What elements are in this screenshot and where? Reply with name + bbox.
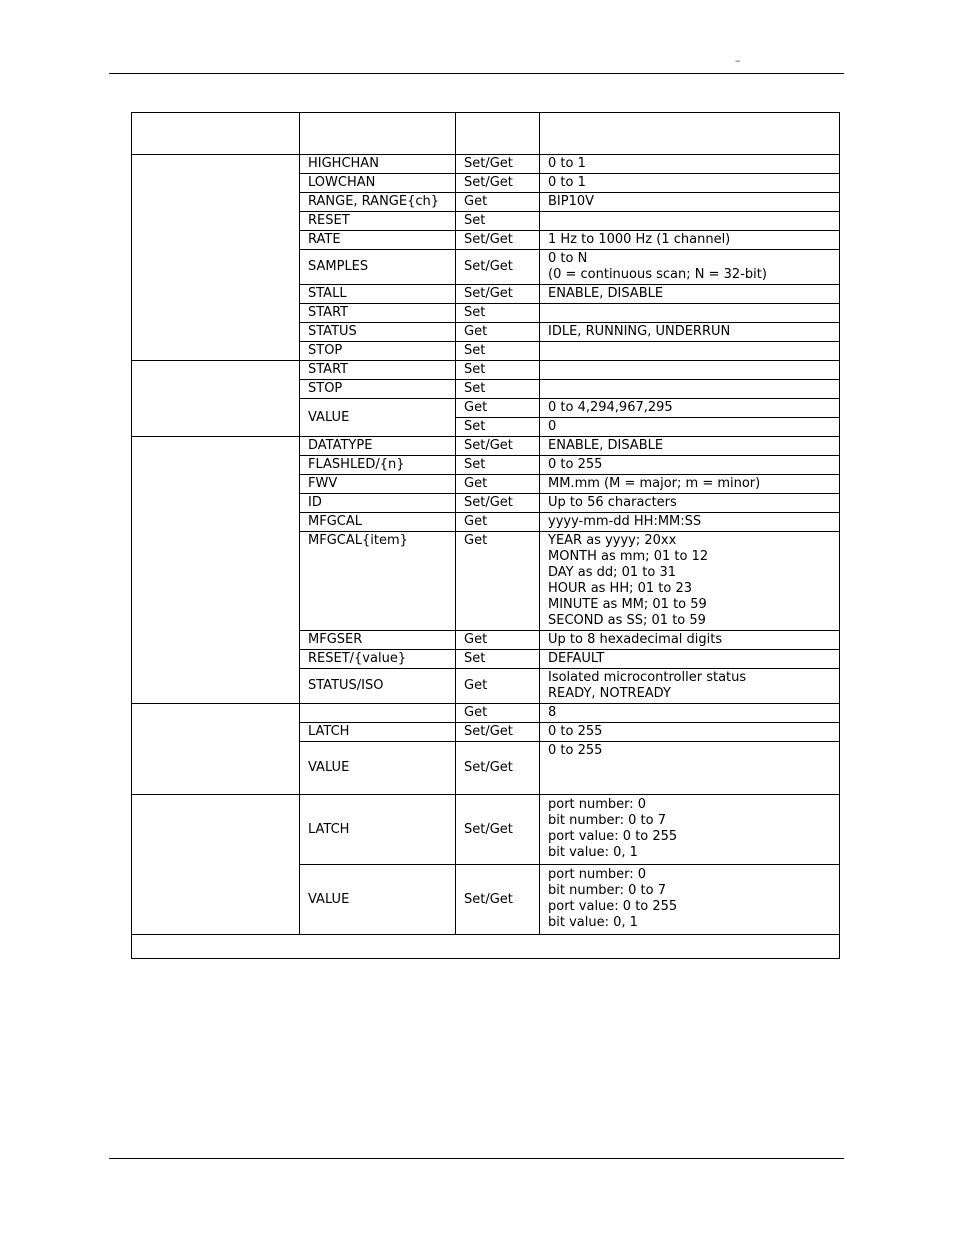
access-cell: Set/Get [456,231,540,250]
value-cell: BIP10V [540,193,840,212]
header-mark: – [735,54,741,67]
access-cell: Set [456,212,540,231]
property-cell: FWV [300,475,456,494]
property-cell: STALL [300,285,456,304]
footer-cell [132,935,840,959]
table-row [132,437,840,456]
property-cell: VALUE [300,865,456,935]
access-cell: Set/Get [456,742,540,795]
property-cell [300,704,456,723]
value-cell: 0 to N (0 = continuous scan; N = 32-bit) [540,250,840,285]
access-cell: Set/Get [456,865,540,935]
property-cell: START [300,304,456,323]
property-cell: ID [300,494,456,513]
table-row [132,704,840,723]
value-cell: 0 to 255 [540,723,840,742]
access-cell: Set/Get [456,723,540,742]
access-cell: Set [456,650,540,669]
footer-rule [109,1158,844,1159]
table-row [132,155,840,174]
access-cell: Set [456,418,540,437]
value-cell: ENABLE, DISABLE [540,285,840,304]
command-table [131,112,840,959]
value-cell [540,212,840,231]
access-cell: Get [456,475,540,494]
value-cell: 0 to 1 [540,174,840,193]
value-cell [540,304,840,323]
access-cell: Set [456,380,540,399]
access-cell: Set [456,361,540,380]
access-cell: Get [456,399,540,418]
access-cell: Set/Get [456,155,540,174]
property-cell: STATUS/ISO [300,669,456,704]
header-cell [456,113,540,155]
value-cell: IDLE, RUNNING, UNDERRUN [540,323,840,342]
property-cell: SAMPLES [300,250,456,285]
access-cell: Get [456,323,540,342]
property-cell: RATE [300,231,456,250]
access-cell: Get [456,669,540,704]
access-cell: Set/Get [456,437,540,456]
header-cell [132,113,300,155]
value-cell: yyyy-mm-dd HH:MM:SS [540,513,840,532]
property-cell: LATCH [300,795,456,865]
header-cell [300,113,456,155]
component-cell [132,361,300,437]
value-cell: 1 Hz to 1000 Hz (1 channel) [540,231,840,250]
value-cell: YEAR as yyyy; 20xx MONTH as mm; 01 to 12 DAY as dd; 01 to 31 HOUR as HH; 01 to 23 MINUTE as MM; 01 to 59 SECOND as SS; 01 to 59 [540,532,840,631]
access-cell: Set/Get [456,285,540,304]
property-cell: MFGCAL [300,513,456,532]
header-rule [109,73,844,74]
property-cell: MFGCAL{item} [300,532,456,631]
component-cell [132,437,300,704]
value-cell: port number: 0 bit number: 0 to 7 port value: 0 to 255 bit value: 0, 1 [540,865,840,935]
property-cell: RESET/{value} [300,650,456,669]
property-cell: STATUS [300,323,456,342]
header-cell [540,113,840,155]
component-cell [132,155,300,361]
value-cell: 0 to 4,294,967,295 [540,399,840,418]
property-cell: MFGSER [300,631,456,650]
value-cell: 0 to 255 [540,742,840,795]
value-cell: port number: 0 bit number: 0 to 7 port value: 0 to 255 bit value: 0, 1 [540,795,840,865]
property-cell: RANGE, RANGE{ch} [300,193,456,212]
property-cell: VALUE [300,399,456,437]
property-cell: STOP [300,342,456,361]
table-header-row [132,113,840,155]
component-cell [132,704,300,795]
value-cell: Isolated microcontroller status READY, NOTREADY [540,669,840,704]
property-cell: LOWCHAN [300,174,456,193]
access-cell: Get [456,704,540,723]
property-cell: LATCH [300,723,456,742]
access-cell: Set [456,304,540,323]
access-cell: Get [456,193,540,212]
property-cell: HIGHCHAN [300,155,456,174]
value-cell [540,380,840,399]
value-cell: Up to 8 hexadecimal digits [540,631,840,650]
access-cell: Get [456,513,540,532]
value-cell: MM.mm (M = major; m = minor) [540,475,840,494]
property-cell: VALUE [300,742,456,795]
table-row [132,361,840,380]
access-cell: Set/Get [456,174,540,193]
access-cell: Set/Get [456,250,540,285]
value-cell: 0 to 1 [540,155,840,174]
value-cell: DEFAULT [540,650,840,669]
access-cell: Get [456,631,540,650]
table-row [132,795,840,865]
table-footer-row [132,935,840,959]
access-cell: Set/Get [456,494,540,513]
property-cell: START [300,361,456,380]
property-cell: RESET [300,212,456,231]
value-cell: Up to 56 characters [540,494,840,513]
access-cell: Get [456,532,540,631]
property-cell: DATATYPE [300,437,456,456]
value-cell: 0 to 255 [540,456,840,475]
access-cell: Set [456,342,540,361]
value-cell: 8 [540,704,840,723]
value-cell: 0 [540,418,840,437]
access-cell: Set/Get [456,795,540,865]
value-cell [540,342,840,361]
value-cell [540,361,840,380]
component-cell [132,795,300,935]
property-cell: STOP [300,380,456,399]
value-cell: ENABLE, DISABLE [540,437,840,456]
access-cell: Set [456,456,540,475]
property-cell: FLASHLED/{n} [300,456,456,475]
